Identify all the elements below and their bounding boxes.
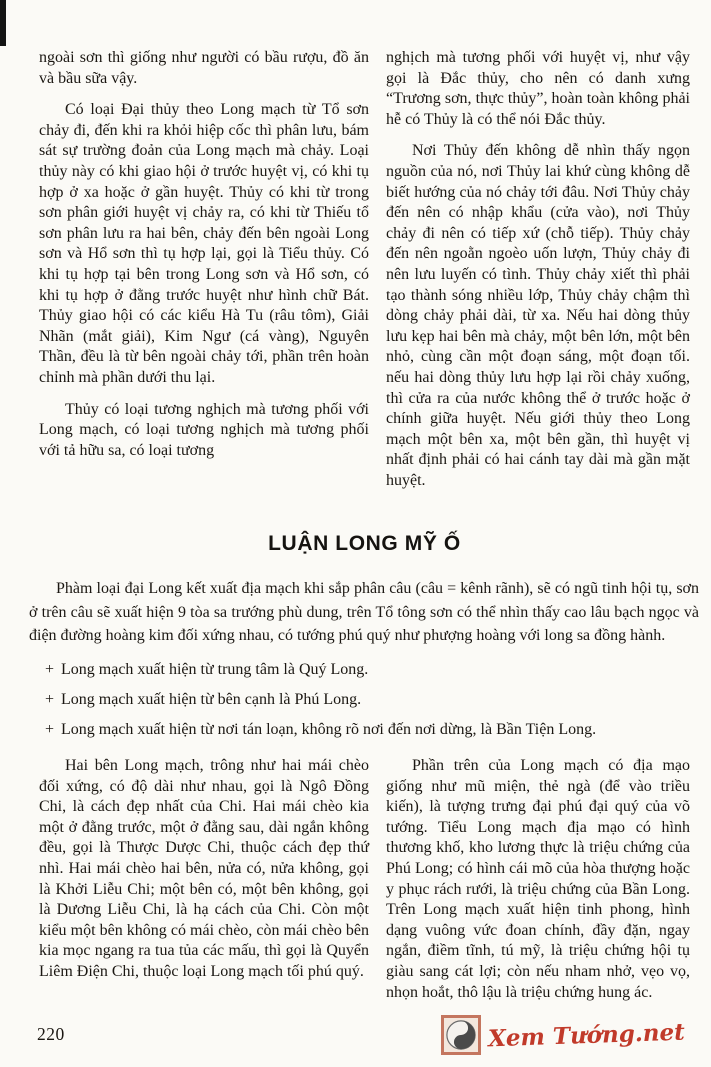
plus-marker: +	[45, 661, 55, 679]
plus-marker: +	[45, 691, 55, 709]
bullet-item	[29, 660, 699, 680]
page-number: 220	[37, 1024, 65, 1044]
section-body	[29, 577, 699, 740]
bullet-item	[29, 720, 699, 740]
bullet-text: Long mạch xuất hiện từ trung tâm là Quý Long.	[61, 661, 369, 679]
logo-text: Xem Tướng.net	[487, 1018, 686, 1052]
bullet-text: Long mạch xuất hiện từ nơi tán loạn, không rõ nơi đến nơi dừng, là Bần Tiện Long.	[61, 721, 597, 739]
paragraph: Có loại Đại thủy theo Long mạch từ Tổ sơn chảy đi, đến khi ra khỏi hiệp cốc thì phân lưu, bám sát sự trường đoản của Long mạch mà chảy. Loại thủy này có khi giao hội ở trước huyệt vị, có khi tụ hợp ở xa hoặc ở gần huyệt. Thủy có khi từ trong sơn phân giới huyệt vị chảy ra, có khi từ Thiếu tổ sơn phân lưu ra hai bên, chảy đến bên ngoài Long sơn và Hổ sơn thì tụ hợp lại, gọi là Tiểu thủy. Có khi tụ hợp tại bên trong Long sơn và Hổ sơn, có khi tụ hợp ở đằng trước huyệt như hình chữ Bát. Thủy giao hội có các kiểu Hà Tu (râu tôm), Giải Nhãn (mắt giải), Kim Ngư (cá vàng), Nguyên Thần, đều là từ bên ngoài chảy tới, phần trên hoàn chỉnh mà phần dưới thu lại.	[39, 101, 369, 386]
yin-yang-icon	[441, 1015, 481, 1055]
paragraph: ngoài sơn thì giống như người có bầu rượu, đồ ăn và bầu sữa vậy.	[39, 49, 369, 87]
top-right-column	[386, 48, 690, 502]
bottom-left-column	[39, 756, 369, 1014]
bullet-list	[29, 660, 699, 740]
scan-artifact	[0, 0, 6, 46]
bullet-text: Long mạch xuất hiện từ bên cạnh là Phú Long.	[61, 691, 362, 709]
paragraph: Phần trên của Long mạch có địa mạo giống như mũ miện, thẻ ngà (để vào triều kiến), là tượng trưng đại phú đại quý của võ tướng. Tiểu Long mạch địa mạo có hình thương khố, kho lương thực là triệu chứng của Phú Long; có hình cái mõ của hòa thượng hoặc y phục rách rưới, là triệu chứng của Bần Long. Trên Long mạch xuất hiện tinh phong, hình dạng vuông vức đoan chính, đầy đặn, ngay ngắn, điềm tĩnh, tú mỹ, là triệu chứng hội tụ giàu sang cát lợi; còn nếu nham nhở, vẹo vọ, nhọn hoắt, thô lậu là triệu chứng hung ác.	[386, 757, 690, 1001]
bottom-right-column	[386, 756, 690, 1014]
intro-paragraph: Phàm loại đại Long kết xuất địa mạch khi sắp phân câu (câu = kênh rãnh), sẽ có ngũ tinh hội tụ, sơn ở trên câu sẽ xuất hiện 9 tòa sa trướng phù dung, trên Tổ tông sơn có thể nhìn thấy cao lâu bạch ngọc và điện đường hoàng kim đối xứng nhau, có tướng phú quý như phượng hoàng với long sa đồng hành.	[29, 580, 699, 644]
paragraph: Hai bên Long mạch, trông như hai mái chèo đối xứng, có độ dài như nhau, gọi là Ngô Đồng Chi, là cách đẹp nhất của Chi. Hai mái chèo kia một ở đằng trước, một ở đằng sau, dài ngắn không đều, gọi là Thược Dược Chi, thuộc cách đẹp thứ nhì. Hai mái chèo hai bên, nửa có, nửa không, gọi là Khởi Liễu Chi; một bên có, một bên không, gọi là Dương Liễu Chi, là hạ cách của Chi. Còn một kiểu một bên không có mái chèo, còn mái chèo bên kia mọc ngang ra tua tủa các mấu, thì gọi là Quyển Liêm Điện Chi, thuộc loại Long mạch tối phú quý.	[39, 757, 369, 981]
bottom-two-column-section	[39, 756, 690, 1014]
watermark-logo	[441, 1015, 685, 1055]
plus-marker: +	[45, 721, 55, 739]
paragraph: nghịch mà tương phối với huyệt vị, như vậy gọi là Đắc thủy, cho nên có danh xưng “Trương sơn, thực thủy”, hoàn toàn không phải hễ có Thủy là có thể nói Đắc thủy.	[386, 49, 690, 128]
section-heading: LUẬN LONG MỸ Ố	[268, 532, 461, 556]
paragraph: Nơi Thủy đến không dễ nhìn thấy ngọn nguồn của nó, nơi Thủy lai khứ cùng không dễ biết hướng của nó chảy tới đâu. Nơi Thủy chảy đến nên có nhập khẩu (cửa vào), nơi Thủy chảy đi nên có tiếp xứ (chỗ tiếp). Thủy chảy đến nên ngoằn ngoèo uốn lượn, Thủy chảy đi nên lưu luyến có tình. Thủy chảy xiết thì phải tạo thành sóng nhiều lớp, Thủy chảy chậm thì dòng chảy phải dài, từ xa. Nếu hai dòng thủy lưu kẹp hai bên mà chảy, một bên lớn, một bên nhỏ, cùng cần một đoạn sáng, một đoạn tối. nếu hai dòng thủy lưu hợp lại rồi chảy xuống, thì cửa ra của nước không thể ở trước hoặc ở chính giữa huyệt. Nếu giới thủy theo Long mạch một bên xa, một bên gần, thì huyệt vị nhất định phải có hai cánh tay dài mà gần mặt huyệt.	[386, 142, 690, 489]
bullet-item	[29, 690, 699, 710]
top-left-column	[39, 48, 369, 502]
paragraph: Thủy có loại tương nghịch mà tương phối với Long mạch, có loại tương nghịch mà tương phối với tả hữu sa, có loại tương	[39, 400, 369, 459]
top-two-column-section	[39, 48, 690, 502]
